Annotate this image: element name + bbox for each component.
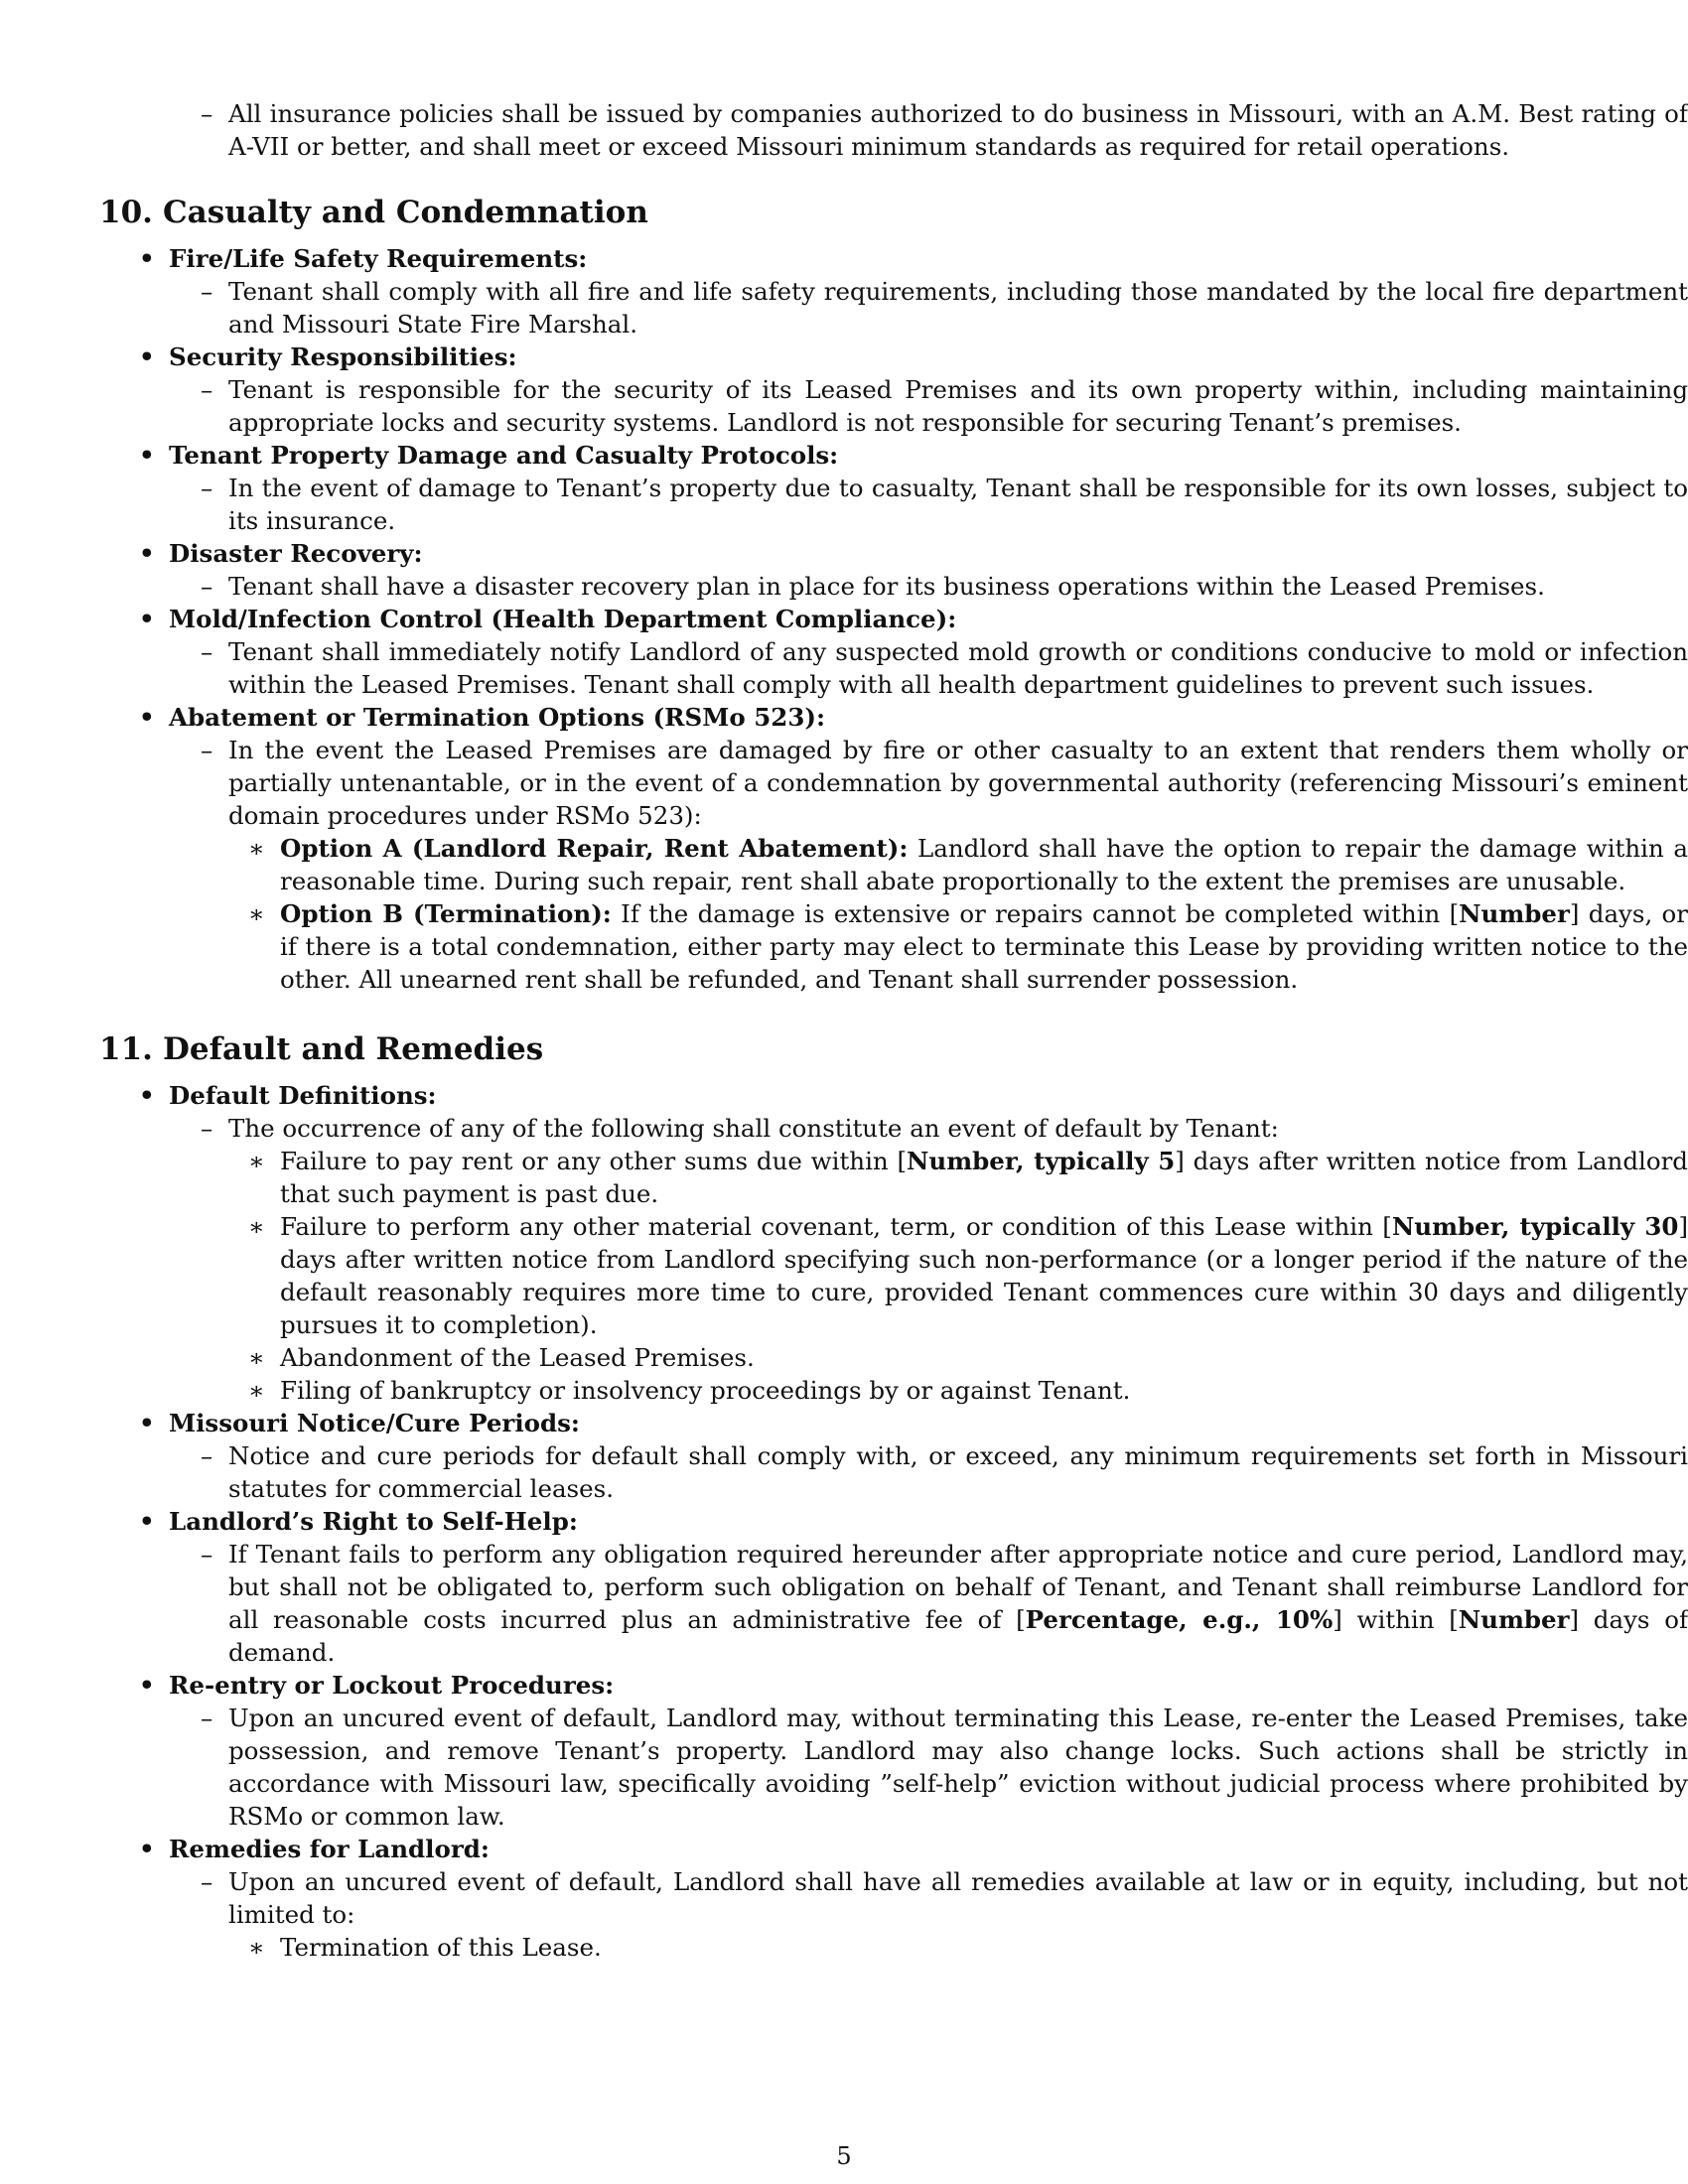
default-item-3 [99,1341,1589,1374]
item-heading: Disaster Recovery: [169,539,423,568]
star-marker: ∗ [248,899,265,928]
section-10-heading [99,193,1589,232]
option-label: Option B (Termination): [280,899,612,928]
item-text: Termination of this Lease. [280,1933,602,1962]
dash-marker: – [201,474,213,502]
dash-marker: – [201,375,213,404]
star-marker: ∗ [248,834,265,863]
star-marker: ∗ [248,1212,265,1241]
section-number: 11. [99,1031,153,1067]
item-heading: Missouri Notice/Cure Periods: [169,1409,580,1437]
section-title: Casualty and Condemnation [163,195,648,230]
dash-marker: – [201,1867,213,1896]
text-part: ] days after written notice from Landlord that such payment is past due. [280,1147,1688,1208]
text-part: ] days after written notice from Landlord specifying such non-performance (or a longer period if the nature of the default reasonably requires more time to cure, provided Tenant commences cure within 30 days and diligently pursues it to completion). [280,1212,1688,1339]
notice-cure-item [99,1439,1688,1505]
text-part: ] within [ [1333,1605,1459,1634]
item-heading: Security Responsibilities: [169,342,517,371]
option-b-item [99,897,1688,996]
star-marker: ∗ [248,1147,265,1175]
dash-marker: – [201,1114,213,1143]
property-damage-heading [99,439,1589,472]
option-a-item [99,832,1688,897]
text-part: ] days of demand. [228,1605,1688,1667]
item-heading: Fire/Life Safety Requirements: [169,244,588,273]
item-heading: Tenant Property Damage and Casualty Protocols: [169,441,839,470]
text-part: If Tenant fails to perform any obligation required hereunder after appropriate notice and cure period, Landlord may, but shall not be obligated to, perform such obligation on behalf of Tenant, and Tenant shall reimburse Landlord for all reasonable costs incurred plus an administrative fee of [ [228,1540,1688,1634]
bullet-marker: • [139,1671,155,1700]
disaster-recovery-heading [99,537,1589,570]
item-text [280,1145,1688,1210]
star-marker: ∗ [248,1343,265,1372]
bullet-marker: • [139,1081,155,1110]
item-text [280,897,1688,996]
disaster-recovery-item [99,570,1589,603]
remedies-heading [99,1833,1589,1865]
document-page [99,97,1688,1964]
section-title: Default and Remedies [163,1031,544,1067]
option-text: Landlord shall have the option to repair the damage within a reasonable time. During such repair, rent shall abate proportionally to the extent the premises are unusable. [280,834,1688,895]
bullet-marker: • [139,1507,155,1536]
item-heading: Default Definitions: [169,1081,437,1110]
default-definitions-item [99,1112,1589,1145]
item-text [280,832,1688,897]
item-text: Filing of bankruptcy or insolvency proceedings by or against Tenant. [280,1376,1131,1405]
bullet-marker: • [139,703,155,732]
bullet-marker: • [139,605,155,633]
option-text: ] days, or if there is a total condemnation, either party may elect to terminate this Lease by providing written notice to the other. All unearned rent shall be refunded, and Tenant shall surrender possession. [280,899,1688,994]
default-item-1 [99,1145,1688,1210]
item-text: Tenant shall comply with all fire and life safety requirements, including those mandated by the local fire department and Missouri State Fire Marshal. [228,277,1688,339]
item-heading: Remedies for Landlord: [169,1835,490,1863]
text-part: Failure to pay rent or any other sums due within [ [280,1147,908,1175]
star-marker: ∗ [248,1933,265,1962]
remedies-item [99,1865,1688,1931]
bullet-marker: • [139,441,155,470]
item-text: Notice and cure periods for default shall comply with, or exceed, any minimum requirements set forth in Missouri statutes for commercial leases. [228,1441,1688,1503]
option-label: Option A (Landlord Repair, Rent Abatement): [280,834,909,863]
reentry-item [99,1702,1688,1833]
dash-marker: – [201,1704,213,1732]
item-text: Tenant shall have a disaster recovery plan in place for its business operations within the Leased Premises. [228,572,1545,601]
self-help-heading [99,1505,1589,1538]
item-text: The occurrence of any of the following shall constitute an event of default by Tenant: [228,1114,1279,1143]
item-heading: Re-entry or Lockout Procedures: [169,1671,615,1700]
bullet-marker: • [139,244,155,273]
item-text: Upon an uncured event of default, Landlord shall have all remedies available at law or in equity, including, but not limited to: [228,1867,1688,1929]
item-text [228,1538,1688,1669]
notice-cure-heading [99,1407,1589,1439]
item-text [280,1210,1688,1341]
bullet-marker: • [139,539,155,568]
dash-marker: – [201,277,213,306]
star-marker: ∗ [248,1376,265,1405]
page-number: 5 [836,2142,852,2170]
item-heading: Mold/Infection Control (Health Department Compliance): [169,605,957,633]
section-number: 10. [99,195,153,230]
default-item-2 [99,1210,1688,1341]
bullet-marker: • [139,342,155,371]
abatement-heading [99,701,1589,734]
default-definitions-heading [99,1079,1589,1112]
dash-marker: – [201,736,213,764]
option-text: If the damage is extensive or repairs cannot be completed within [ [611,899,1460,928]
security-item [99,373,1688,439]
fire-safety-item [99,275,1688,341]
section-11-heading [99,1029,1589,1069]
dash-marker: – [201,1441,213,1470]
placeholder-text: Number, typically 5 [907,1147,1176,1175]
self-help-item [99,1538,1688,1669]
placeholder-text: Number, typically 30 [1391,1212,1679,1241]
reentry-heading [99,1669,1589,1702]
item-text: In the event of damage to Tenant’s property due to casualty, Tenant shall be responsible for its own losses, subject to its insurance. [228,474,1688,535]
bullet-marker: • [139,1835,155,1863]
item-text: Abandonment of the Leased Premises. [280,1343,755,1372]
placeholder-text: Number [1458,1605,1570,1634]
insurance-text: All insurance policies shall be issued by companies authorized to do business in Missouri, with an A.M. Best rating of A-VII or better, and shall meet or exceed Missouri minimum standards as required for retail operations. [228,99,1688,161]
abatement-item [99,734,1688,832]
placeholder-text: Percentage, e.g., 10% [1025,1605,1334,1634]
item-text: In the event the Leased Premises are damaged by fire or other casualty to an extent that renders them wholly or partially untenantable, or in the event of a condemnation by governmental authority (referencing Missouri’s eminent domain procedures under RSMo 523): [228,736,1688,830]
default-item-4 [99,1374,1589,1407]
insurance-item [99,97,1688,163]
item-heading: Landlord’s Right to Self-Help: [169,1507,578,1536]
dash-marker: – [201,572,213,601]
item-text: Tenant shall immediately notify Landlord of any suspected mold growth or conditions conducive to mold or infection within the Leased Premises. Tenant shall comply with all health department guidelines to prevent such issues. [228,637,1688,699]
dash-marker: – [201,1540,213,1569]
mold-control-item [99,635,1688,701]
fire-safety-heading [99,242,1589,275]
text-part: Failure to perform any other material covenant, term, or condition of this Lease within [ [280,1212,1392,1241]
item-text: Tenant is responsible for the security of its Leased Premises and its own property within, including maintaining appropriate locks and security systems. Landlord is not responsible for securing Tenant’s premises. [228,375,1688,437]
dash-marker: – [201,637,213,666]
dash-marker: – [201,99,213,128]
property-damage-item [99,472,1688,537]
mold-control-heading [99,603,1589,635]
security-heading [99,341,1589,373]
item-heading: Abatement or Termination Options (RSMo 523): [169,703,825,732]
remedies-item-1 [99,1931,1589,1964]
placeholder-text: Number [1459,899,1570,928]
bullet-marker: • [139,1409,155,1437]
item-text: Upon an uncured event of default, Landlord may, without terminating this Lease, re-enter the Leased Premises, take possession, and remove Tenant’s property. Landlord may also change locks. Such actions shall be strictly in accordance with Missouri law, specifically avoiding ”self-help” eviction without judicial process where prohibited by RSMo or common law. [228,1704,1688,1831]
